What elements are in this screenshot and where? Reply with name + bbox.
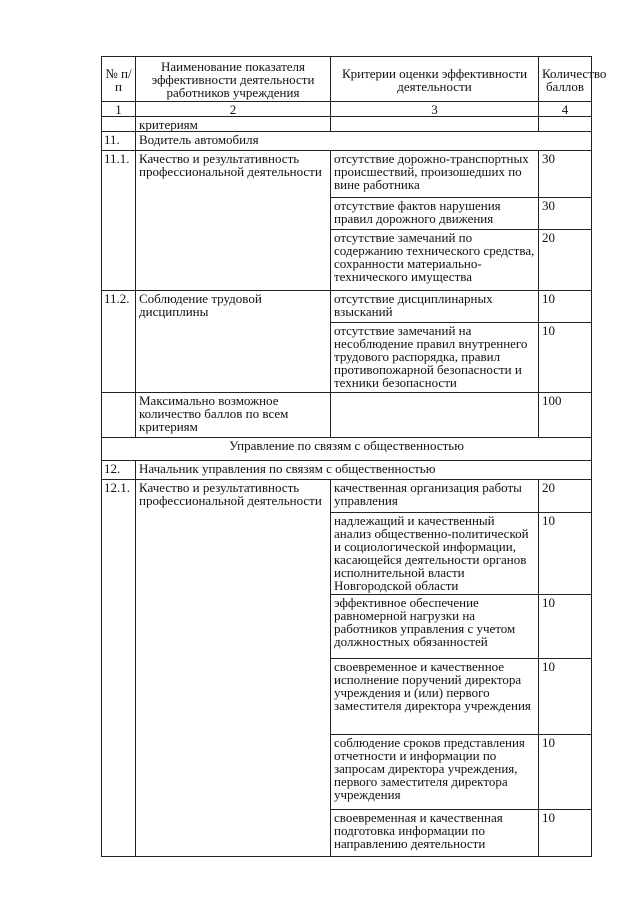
criterion-text: надлежащий и качественный анализ общественно-политической и социологической информации, касающейся деятельности органов исполнительной власти Новгородской области <box>331 513 539 595</box>
col-number: 2 <box>136 102 331 117</box>
criterion-score: 30 <box>539 151 592 198</box>
criterion-score: 20 <box>539 480 592 513</box>
table-row <box>102 291 592 323</box>
col-number: 3 <box>331 102 539 117</box>
table-row <box>102 151 592 198</box>
header-number: № п/п <box>102 57 136 102</box>
max-score-row <box>102 393 592 438</box>
col-number: 1 <box>102 102 136 117</box>
criterion-text: качественная организация работы управления <box>331 480 539 513</box>
indicator-name: Качество и результативность профессиональной деятельности <box>136 480 331 857</box>
criterion-score: 10 <box>539 810 592 857</box>
column-number-row <box>102 102 592 117</box>
header-criteria: Критерии оценки эффективности деятельности <box>331 57 539 102</box>
criterion-score: 10 <box>539 513 592 595</box>
criterion-text: отсутствие дорожно-транспортных происшествий, произошедших по вине работника <box>331 151 539 198</box>
criterion-score: 10 <box>539 291 592 323</box>
criterion-text: эффективное обеспечение равномерной нагрузки на работников управления с учетом должностных обязанностей <box>331 595 539 659</box>
criterion-score: 20 <box>539 230 592 291</box>
position-number: 12. <box>102 461 136 480</box>
indicator-name: Соблюдение трудовой дисциплины <box>136 291 331 393</box>
criterion-text: отсутствие фактов нарушения правил дорожного движения <box>331 198 539 230</box>
criterion-score: 10 <box>539 659 592 735</box>
criterion-score: 10 <box>539 595 592 659</box>
position-title: Водитель автомобиля <box>136 132 592 151</box>
position-row <box>102 461 592 480</box>
max-score-value: 100 <box>539 393 592 438</box>
criterion-text: своевременная и качественная подготовка информации по направлению деятельности <box>331 810 539 857</box>
position-row <box>102 132 592 151</box>
section-row <box>102 438 592 461</box>
criterion-text: своевременное и качественное исполнение поручений директора учреждения и (или) первого заместителя директора учреждения <box>331 659 539 735</box>
continued-text: критериям <box>136 117 331 132</box>
position-number: 11. <box>102 132 136 151</box>
header-row <box>102 57 592 102</box>
criteria-table <box>101 56 607 857</box>
indicator-number: 11.2. <box>102 291 136 393</box>
criterion-score: 10 <box>539 735 592 810</box>
section-title: Управление по связям с общественностью <box>102 438 592 461</box>
indicator-number: 11.1. <box>102 151 136 291</box>
indicator-number: 12.1. <box>102 480 136 857</box>
criterion-text: соблюдение сроков представления отчетности и информации по запросам директора учреждения, первого заместителя директора учреждения <box>331 735 539 810</box>
table-row <box>102 480 592 513</box>
position-title: Начальник управления по связям с общественностью <box>136 461 592 480</box>
max-score-label: Максимально возможное количество баллов по всем критериям <box>136 393 331 438</box>
col-number: 4 <box>539 102 592 117</box>
header-score: Количество баллов <box>539 57 592 102</box>
criterion-text: отсутствие замечаний на несоблюдение правил внутреннего трудового распорядка, правил противопожарной безопасности и техники безопасности <box>331 323 539 393</box>
continued-row <box>102 117 592 132</box>
criterion-text: отсутствие дисциплинарных взысканий <box>331 291 539 323</box>
indicator-name: Качество и результативность профессиональной деятельности <box>136 151 331 291</box>
header-indicator: Наименование показателя эффективности деятельности работников учреждения <box>136 57 331 102</box>
criterion-text: отсутствие замечаний по содержанию технического средства, сохранности материально-технического имущества <box>331 230 539 291</box>
criterion-score: 10 <box>539 323 592 393</box>
criterion-score: 30 <box>539 198 592 230</box>
